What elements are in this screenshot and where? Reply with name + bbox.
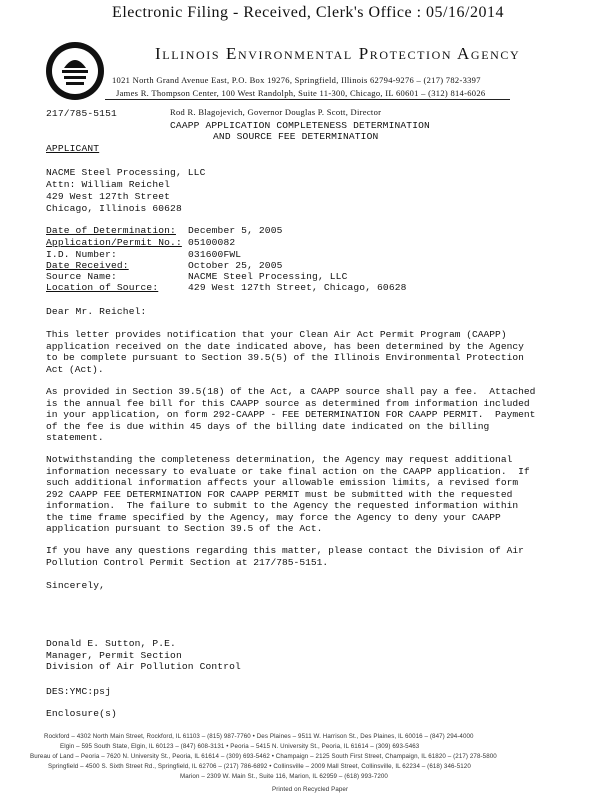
address-line-2: James R. Thompson Center, 100 West Randolph, Suite 11-300, Chicago, IL 60601 – (312) 814-6026 (116, 88, 486, 98)
address-line-1: 1021 North Grand Avenue East, P.O. Box 19276, Springfield, Illinois 62794-9276 – (217) 782-3397 (112, 75, 481, 85)
detail-label: I.D. Number: (46, 249, 117, 260)
agency-name: Illinois Environmental Protection Agency (155, 44, 521, 63)
applicant-line: Attn: William Reichel (46, 179, 171, 190)
letterhead-divider (105, 99, 510, 100)
applicant-line: Chicago, Illinois 60628 (46, 203, 182, 214)
paragraph-1: This letter provides notification that your Clean Air Act Permit Program (CAAPP) application received on the date indicated above, has been determined by the Agency to be complete pursuant to Section 39.5(5) of the Illinois Environmental Protection Act (Act). (46, 329, 524, 375)
paragraph-4: If you have any questions regarding this matter, please contact the Division of Air Pollution Control Permit Section at 217/785-5151. (46, 545, 524, 568)
recycled-paper-note: Printed on Recycled Paper (272, 786, 349, 793)
closing: Sincerely, (46, 580, 106, 591)
footer-line-2: Elgin – 595 South State, Elgin, IL 60123 – (847) 608-3131 • Peoria – 5415 N. University St., Peoria, IL 61614 – (309) 693-5463 (60, 743, 420, 750)
salutation: Dear Mr. Reichel: (46, 306, 147, 317)
detail-value: December 5, 2005 (188, 225, 283, 236)
footer-line-5: Marion – 2309 W. Main St., Suite 116, Marion, IL 62959 – (618) 993-7200 (180, 773, 388, 780)
title-line-2: AND SOURCE FEE DETERMINATION (213, 131, 379, 142)
applicant-line: 429 West 127th Street (46, 191, 171, 202)
signature-line: Manager, Permit Section (46, 650, 182, 661)
paragraph-2: As provided in Section 39.5(18) of the Act, a CAAPP source shall pay a fee. Attached is the annual fee bill for this CAAPP source as determined from information included in your application, on form 292-CAAPP - FEE DETERMINATION FOR CAAPP PERMIT. Payment of the fee is due within 45 days of the billing date indicated on the billing statement. (46, 386, 536, 443)
detail-label: Location of Source: (46, 282, 159, 293)
officials-line: Rod R. Blagojevich, Governor Douglas P. Scott, Director (170, 107, 382, 117)
applicant-heading: APPLICANT (46, 143, 100, 154)
applicant-line: NACME Steel Processing, LLC (46, 167, 206, 178)
detail-label: Date Received: (46, 260, 129, 271)
signature-line: Division of Air Pollution Control (46, 661, 241, 672)
enclosure-note: Enclosure(s) (46, 708, 117, 719)
paragraph-3: Notwithstanding the completeness determination, the Agency may request additional information necessary to evaluate or take final action on the CAAPP application. If such additional information affects your allowable emission limits, a revised form 292 CAAPP FEE DETERMINATION FOR CAAPP PERMIT must be submitted with the requested information. The failure to submit to the Agency the requested information within the time frame specified by the Agency, may force the Agency to deny your CAAPP application pursuant to Section 39.5 of the Act. (46, 454, 530, 534)
detail-value: October 25, 2005 (188, 260, 283, 271)
detail-label: Source Name: (46, 271, 117, 282)
footer-line-3: Bureau of Land – Peoria – 7620 N. University St., Peoria, IL 61614 – (309) 693-5462 • Champaign – 2125 South First Street, Champaign, IL 61820 – (217) 278-5800 (30, 753, 497, 760)
detail-value: 031600FWL (188, 249, 242, 260)
detail-value: 05100082 (188, 237, 236, 248)
reference-initials: DES:YMC:psj (46, 686, 111, 697)
title-line-1: CAAPP APPLICATION COMPLETENESS DETERMINATION (170, 120, 430, 131)
detail-label: Application/Permit No.: (46, 237, 182, 248)
signature-line: Donald E. Sutton, P.E. (46, 638, 176, 649)
phone-number: 217/785-5151 (46, 108, 117, 119)
iepa-logo-icon (44, 40, 106, 102)
detail-value: NACME Steel Processing, LLC (188, 271, 348, 282)
filing-stamp: Electronic Filing - Received, Clerk's Office : 05/16/2014 (112, 4, 504, 21)
detail-label: Date of Determination: (46, 225, 176, 236)
detail-value: 429 West 127th Street, Chicago, 60628 (188, 282, 407, 293)
footer-line-4: Springfield – 4500 S. Sixth Street Rd., Springfield, IL 62706 – (217) 786-6892 • Collinsville – 2009 Mall Street, Collinsville, IL 62234 – (618) 346-5120 (48, 763, 471, 770)
footer-line-1: Rockford – 4302 North Main Street, Rockford, IL 61103 – (815) 987-7760 • Des Plaines – 9511 W. Harrison St., Des Plaines, IL 60016 – (847) 294-4000 (44, 733, 474, 740)
